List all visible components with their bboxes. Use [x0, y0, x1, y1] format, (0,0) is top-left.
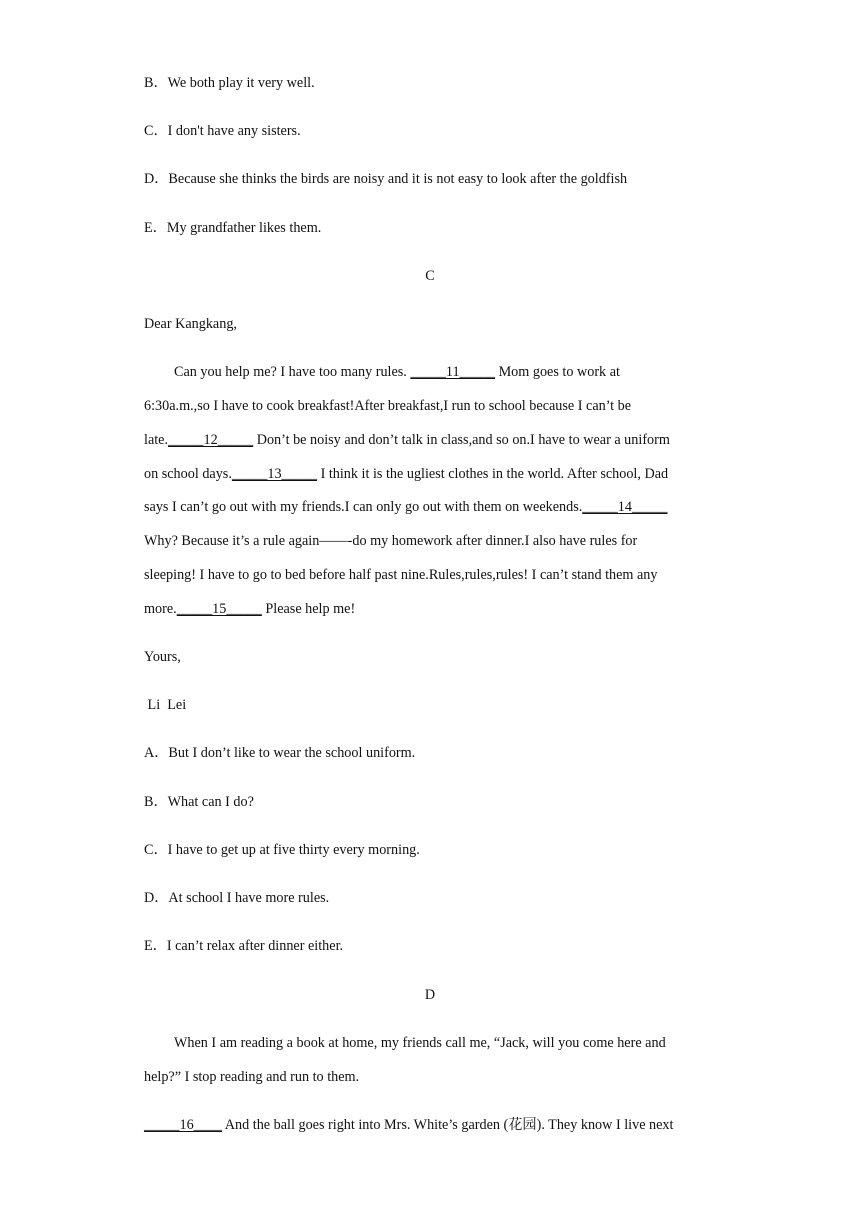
letter-line-5	[144, 498, 667, 516]
letter-line-8	[144, 600, 355, 618]
letter-text: I think it is the ugliest clothes in the world. After school, Dad	[317, 466, 669, 482]
letter-line-2: 6:30a.m.,so I have to cook breakfast!After breakfast,I run to school because I can’t be	[144, 398, 632, 414]
letter-salutation: Dear Kangkang,	[144, 316, 237, 332]
option-d: D．Because she thinks the birds are noisy and it is not easy to look after the goldfish	[144, 171, 628, 187]
blank-11: _____11_____	[410, 364, 496, 380]
passage-line-1: When I am reading a book at home, my friends call me, “Jack, will you come here and	[174, 1035, 666, 1051]
letter-closing: Yours,	[144, 649, 181, 665]
letter-text: says I can’t go out with my friends.I can only go out with them on weekends.	[144, 499, 583, 515]
letter-text: Can you help me? I have too many rules.	[174, 364, 411, 380]
option-c: C．I don't have any sisters.	[144, 123, 301, 139]
section-d-heading: D	[424, 987, 436, 1003]
option-b: B．What can I do?	[144, 794, 254, 810]
letter-line-6: Why? Because it’s a rule again——-do my homework after dinner.I also have rules for	[144, 533, 638, 549]
blank-13: _____13_____	[231, 466, 318, 482]
letter-signature: Li Lei	[144, 697, 187, 713]
option-b: B．We both play it very well.	[144, 75, 315, 91]
passage-line-3	[144, 1116, 673, 1134]
blank-15: _____15_____	[176, 601, 262, 617]
blank-12: _____12_____	[168, 432, 254, 448]
passage-text: And the ball goes right into Mrs. White’s garden (花园). They know I live next	[222, 1117, 674, 1133]
letter-text: Please help me!	[261, 601, 356, 617]
passage-line-2: help?” I stop reading and run to them.	[144, 1069, 360, 1085]
letter-line-3	[144, 431, 670, 449]
letter-text: Mom goes to work at	[495, 364, 620, 380]
option-d: D．At school I have more rules.	[144, 890, 330, 906]
section-c-heading: C	[425, 268, 435, 284]
blank-14: _____14_____	[582, 499, 668, 515]
letter-line-4	[144, 465, 668, 483]
option-a: A．But I don’t like to wear the school uniform.	[144, 745, 416, 761]
letter-text: Don’t be noisy and don’t talk in class,and so on.I have to wear a uniform	[253, 432, 670, 448]
option-c: C．I have to get up at five thirty every morning.	[144, 842, 420, 858]
letter-text: late.	[144, 432, 169, 448]
letter-line-7: sleeping! I have to go to bed before half past nine.Rules,rules,rules! I can’t stand them any	[144, 567, 658, 583]
letter-text: more.	[144, 601, 177, 617]
blank-16: _____16____	[144, 1117, 223, 1133]
option-e: E．My grandfather likes them.	[144, 220, 322, 236]
letter-line-1	[174, 363, 620, 381]
option-e: E．I can’t relax after dinner either.	[144, 938, 344, 954]
letter-text: on school days.	[144, 466, 232, 482]
